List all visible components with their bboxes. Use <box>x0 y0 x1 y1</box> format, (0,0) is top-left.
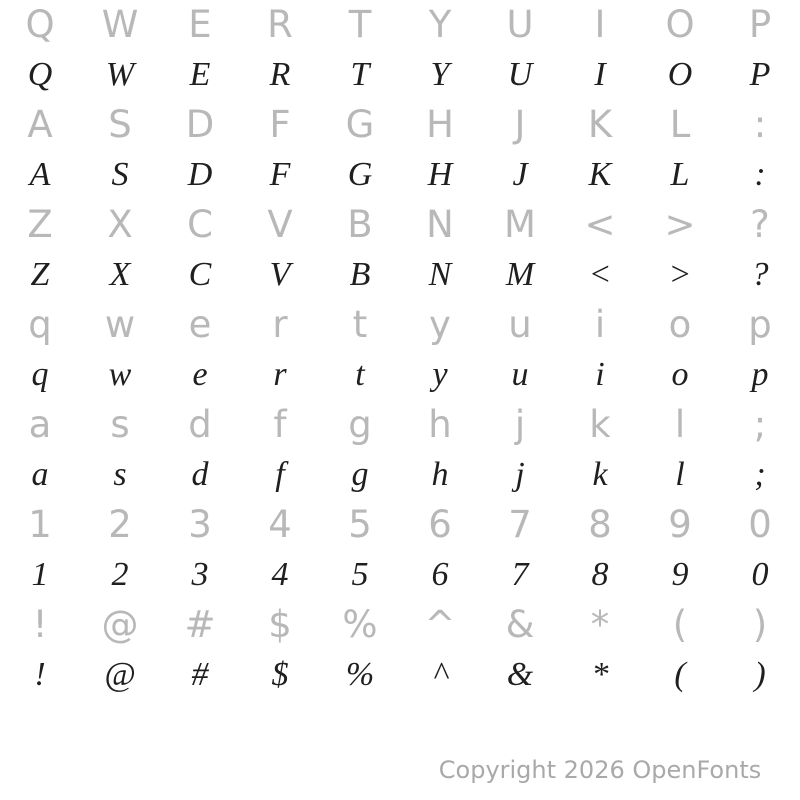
specimen-row <box>0 50 800 100</box>
specimen-glyph: E <box>189 56 211 93</box>
reference-glyph: 9 <box>668 503 692 546</box>
specimen-glyph: 6 <box>431 556 449 593</box>
reference-glyph: ^ <box>424 603 456 646</box>
reference-glyph: P <box>748 3 772 46</box>
specimen-glyph: ! <box>34 656 46 693</box>
specimen-glyph: V <box>269 256 291 293</box>
specimen-glyph: ^ <box>432 656 448 693</box>
reference-glyph: ; <box>753 403 767 446</box>
specimen-glyph: h <box>431 456 449 493</box>
reference-glyph: H <box>426 103 454 146</box>
specimen-glyph: 1 <box>31 556 49 593</box>
specimen-glyph: Y <box>430 56 450 93</box>
specimen-glyph: 5 <box>351 556 369 593</box>
specimen-glyph: l <box>675 456 685 493</box>
reference-glyph: V <box>267 203 293 246</box>
reference-glyph: i <box>594 303 606 346</box>
specimen-glyph: > <box>668 256 692 293</box>
reference-glyph: J <box>514 103 526 146</box>
reference-glyph: E <box>188 3 212 46</box>
specimen-glyph: : <box>754 156 766 193</box>
reference-glyph: % <box>342 603 378 646</box>
reference-glyph: 0 <box>748 503 772 546</box>
reference-glyph: 4 <box>268 503 292 546</box>
reference-glyph: Q <box>25 3 55 46</box>
specimen-glyph: k <box>592 456 608 493</box>
specimen-glyph: t <box>355 356 365 393</box>
reference-glyph: 1 <box>28 503 52 546</box>
reference-glyph: s <box>110 403 130 446</box>
reference-row <box>0 600 800 650</box>
specimen-glyph: A <box>29 156 51 193</box>
specimen-glyph: 4 <box>271 556 289 593</box>
specimen-glyph: 0 <box>751 556 769 593</box>
reference-glyph: G <box>345 103 375 146</box>
reference-glyph: W <box>101 3 139 46</box>
reference-glyph: M <box>504 203 536 246</box>
reference-glyph: ? <box>750 203 770 246</box>
specimen-glyph: K <box>588 156 612 193</box>
reference-glyph: d <box>188 403 212 446</box>
specimen-glyph: I <box>594 56 606 93</box>
specimen-row <box>0 650 800 700</box>
specimen-glyph: H <box>427 156 453 193</box>
reference-glyph: N <box>426 203 454 246</box>
reference-glyph: ! <box>32 603 48 646</box>
specimen-glyph: @ <box>104 656 136 693</box>
specimen-row <box>0 550 800 600</box>
reference-glyph: e <box>188 303 212 346</box>
specimen-glyph: # <box>191 656 209 693</box>
specimen-row <box>0 450 800 500</box>
specimen-glyph: W <box>105 56 135 93</box>
copyright-text: Copyright 2026 OpenFonts <box>438 756 762 784</box>
specimen-glyph: < <box>588 256 612 293</box>
reference-glyph: h <box>428 403 452 446</box>
reference-glyph: S <box>108 103 132 146</box>
reference-glyph: w <box>104 303 136 346</box>
specimen-glyph: s <box>113 456 127 493</box>
specimen-glyph: 9 <box>671 556 689 593</box>
reference-glyph: K <box>587 103 613 146</box>
reference-row <box>0 400 800 450</box>
reference-glyph: o <box>668 303 692 346</box>
reference-glyph: D <box>185 103 215 146</box>
specimen-glyph: 2 <box>111 556 129 593</box>
reference-glyph: t <box>352 303 368 346</box>
specimen-glyph: S <box>111 156 129 193</box>
reference-glyph: g <box>348 403 372 446</box>
reference-glyph: 2 <box>108 503 132 546</box>
specimen-glyph: q <box>31 356 49 393</box>
specimen-glyph: ; <box>754 456 766 493</box>
reference-glyph: I <box>594 3 606 46</box>
reference-glyph: f <box>273 403 287 446</box>
specimen-glyph: D <box>187 156 213 193</box>
reference-glyph: Z <box>27 203 53 246</box>
reference-glyph: : <box>753 103 767 146</box>
reference-glyph: 5 <box>348 503 372 546</box>
reference-glyph: u <box>508 303 532 346</box>
reference-glyph: U <box>506 3 534 46</box>
specimen-glyph: 7 <box>511 556 529 593</box>
specimen-glyph: Z <box>30 256 50 293</box>
specimen-glyph: F <box>269 156 291 193</box>
specimen-glyph: B <box>349 256 371 293</box>
reference-row <box>0 500 800 550</box>
reference-glyph: L <box>669 103 691 146</box>
reference-row <box>0 100 800 150</box>
specimen-glyph: 3 <box>191 556 209 593</box>
specimen-glyph: U <box>507 56 533 93</box>
specimen-glyph: J <box>512 156 528 193</box>
reference-glyph: k <box>589 403 611 446</box>
reference-glyph: l <box>674 403 686 446</box>
specimen-glyph: i <box>595 356 605 393</box>
reference-glyph: T <box>348 3 372 46</box>
reference-glyph: * <box>590 603 610 646</box>
reference-glyph: 6 <box>428 503 452 546</box>
specimen-glyph: M <box>505 256 535 293</box>
specimen-glyph: u <box>511 356 529 393</box>
specimen-glyph: % <box>345 656 375 693</box>
reference-glyph: j <box>514 403 526 446</box>
specimen-glyph: X <box>109 256 131 293</box>
specimen-glyph: G <box>347 156 373 193</box>
specimen-glyph: R <box>269 56 291 93</box>
specimen-glyph: j <box>515 456 525 493</box>
reference-glyph: & <box>505 603 535 646</box>
reference-glyph: C <box>187 203 213 246</box>
specimen-row <box>0 150 800 200</box>
specimen-glyph: & <box>506 656 534 693</box>
reference-glyph: # <box>184 603 216 646</box>
specimen-glyph: * <box>591 656 609 693</box>
reference-glyph: B <box>347 203 373 246</box>
reference-glyph: a <box>28 403 52 446</box>
reference-glyph: q <box>28 303 52 346</box>
specimen-glyph: a <box>31 456 49 493</box>
specimen-glyph: g <box>351 456 369 493</box>
reference-glyph: > <box>664 203 696 246</box>
reference-glyph: 3 <box>188 503 212 546</box>
specimen-glyph: O <box>667 56 693 93</box>
specimen-glyph: 8 <box>591 556 609 593</box>
specimen-glyph: o <box>671 356 689 393</box>
reference-row <box>0 200 800 250</box>
specimen-glyph: e <box>192 356 208 393</box>
specimen-glyph: r <box>273 356 287 393</box>
reference-glyph: F <box>269 103 291 146</box>
reference-glyph: X <box>107 203 133 246</box>
specimen-glyph: f <box>275 456 285 493</box>
reference-glyph: @ <box>101 603 139 646</box>
specimen-glyph: T <box>350 56 370 93</box>
specimen-glyph: ? <box>751 256 769 293</box>
reference-row <box>0 0 800 50</box>
reference-glyph: p <box>748 303 772 346</box>
reference-glyph: < <box>584 203 616 246</box>
specimen-glyph: L <box>670 156 690 193</box>
specimen-row <box>0 350 800 400</box>
reference-row <box>0 300 800 350</box>
specimen-glyph: ) <box>754 656 766 693</box>
reference-glyph: R <box>267 3 293 46</box>
specimen-glyph: p <box>751 356 769 393</box>
reference-glyph: 7 <box>508 503 532 546</box>
reference-glyph: y <box>429 303 451 346</box>
reference-glyph: 8 <box>588 503 612 546</box>
specimen-glyph: P <box>749 56 771 93</box>
reference-glyph: ) <box>752 603 768 646</box>
specimen-row <box>0 250 800 300</box>
specimen-glyph: N <box>428 256 452 293</box>
reference-glyph: ( <box>672 603 688 646</box>
specimen-glyph: Q <box>27 56 53 93</box>
specimen-glyph: $ <box>271 656 289 693</box>
specimen-glyph: d <box>191 456 209 493</box>
specimen-glyph: y <box>432 356 448 393</box>
specimen-glyph: C <box>188 256 212 293</box>
reference-glyph: $ <box>268 603 292 646</box>
reference-glyph: r <box>272 303 288 346</box>
specimen-glyph: w <box>108 356 132 393</box>
reference-glyph: O <box>665 3 695 46</box>
reference-glyph: Y <box>428 3 452 46</box>
reference-glyph: A <box>27 103 53 146</box>
specimen-glyph: ( <box>674 656 686 693</box>
